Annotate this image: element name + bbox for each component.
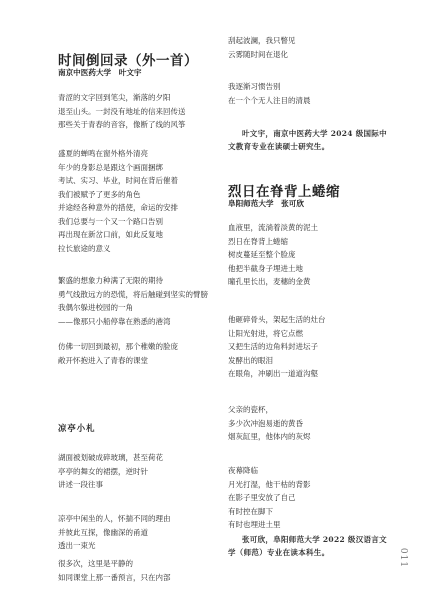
poem-line: 讲述一段往事 bbox=[58, 480, 103, 489]
poem-line: 在一个个无人注目的清晨 bbox=[228, 95, 311, 105]
poem-line: 勇气线散远方的恐慌，将后触碰到坚实的臂膀 bbox=[58, 289, 208, 299]
poem-line: 月光打湿，他干枯的背影 bbox=[228, 479, 311, 489]
poem-line: 又把生活的边角料封进坛子 bbox=[228, 342, 318, 351]
poem-line: 发酵出的眼泪 bbox=[228, 355, 273, 365]
poem-line: 并彼此互探，像幽深的甬道 bbox=[58, 527, 148, 537]
poem-line: 烈日在脊背上蜷缩 bbox=[228, 236, 288, 246]
poem-line: 繁盛的想象力种满了无限的期待 bbox=[58, 276, 163, 285]
poem-line: 在影子里安放了自己 bbox=[228, 493, 296, 502]
poem2-title: 凉亭小札 bbox=[58, 423, 96, 433]
poem-line: 让阳光射进，将它点燃 bbox=[228, 328, 303, 338]
poem-line: 有时控在脚下 bbox=[228, 506, 273, 516]
poem1-title: 时间倒回录（外一首） bbox=[58, 53, 198, 69]
poem1-byline: 南京中医药大学 叶文宇 bbox=[58, 68, 142, 77]
poem-line: 云雾随时间在退化 bbox=[228, 49, 288, 59]
poem3-title: 烈日在脊背上蜷缩 bbox=[228, 184, 340, 200]
poem-line: 刮起波澜，我只瞥见 bbox=[228, 36, 296, 45]
poem-line: 透出一束光 bbox=[58, 541, 96, 550]
poem-line: 他砸碎骨头，架起生活的灶台 bbox=[228, 315, 326, 324]
poem-line: 我们总要与一个又一个路口告别 bbox=[58, 216, 163, 226]
poem-line: 多少次冲泡易逝的黄昏 bbox=[228, 418, 303, 428]
poem-line: 烟灰缸里，他体内的灰烬 bbox=[228, 432, 311, 441]
poem-line: 凉亭中闲坐的人，怀揣不同的理由 bbox=[58, 514, 171, 523]
poem-line: 湖面被划破成碎玻璃，甚至荷花 bbox=[58, 453, 163, 462]
poem-line: 父亲的瓷杯， bbox=[228, 405, 273, 414]
poem-line: 夜幕降临 bbox=[228, 466, 258, 475]
poem-line: 在眼角，冲刷出一道道沟壑 bbox=[228, 369, 318, 378]
poem-line: 我们被赋予了更多的角色 bbox=[58, 189, 141, 199]
poem-line: ——像那只小船停靠在熟悉的港湾 bbox=[58, 316, 171, 326]
poem3-author-bio: 张可欣，阜阳师范大学 2022 级汉语言文学（师范）专业在读本科生。 bbox=[228, 535, 387, 557]
poem-line: 有时也埋进土里 bbox=[228, 520, 281, 529]
page-number: 011 bbox=[397, 547, 408, 569]
poem-line: 盛夏的蝉鸣在窗外格外清亮 bbox=[58, 149, 148, 158]
poem-line: 他把半截身子埋进土地 bbox=[228, 263, 303, 273]
poem-line: 拉长旅途的意义 bbox=[58, 243, 111, 253]
poem3-byline: 阜阳师范大学 张可欣 bbox=[228, 199, 304, 208]
poem-line: 敞开怀抱进入了青春的课堂 bbox=[58, 355, 148, 365]
poem-line: 很多次，这里是平静的 bbox=[58, 559, 133, 568]
poem-line: 考试、实习、毕业，时间在背后催着 bbox=[58, 176, 178, 185]
poem-line: 那些关于青春的音容，像断了线的风筝 bbox=[58, 120, 186, 129]
poem-line: 我偶尔躲进校园的一角 bbox=[58, 303, 133, 312]
poem1-author-bio: 叶文宇，南京中医药大学 2024 级国际中文教育专业在读硕士研究生。 bbox=[228, 129, 387, 151]
poem-line: 年少的身影总是跟这个画面捆绑 bbox=[58, 162, 163, 172]
poem-line: 仿佛一切回到最初，那个稚嫩的脸庞 bbox=[58, 342, 178, 351]
poem-line: 如同课堂上那一番预言，只在内部 bbox=[58, 572, 171, 582]
poem-line: 并途经各种意外的措使，命运的安排 bbox=[58, 203, 178, 212]
poem-line: 青涩的文字回到笔尖，渐落的夕阳 bbox=[58, 93, 171, 102]
poem-line: 树皮蔓延至整个脸庞 bbox=[228, 250, 296, 259]
poem-line: 再出现在新岔口前，如此反复地 bbox=[58, 230, 163, 239]
poem-line: 亭亭的舞女的裙摆，逆时针 bbox=[58, 466, 148, 476]
poem-line: 瞳孔里长出，麦穗的金黄 bbox=[228, 277, 311, 286]
poem-line: 退至山头。一封没有地址的信来回传送 bbox=[58, 106, 186, 116]
poem-line: 血液里，流淌着淡黄的泥土 bbox=[228, 223, 318, 232]
poem-line: 我逐渐习惯告别 bbox=[228, 82, 281, 91]
